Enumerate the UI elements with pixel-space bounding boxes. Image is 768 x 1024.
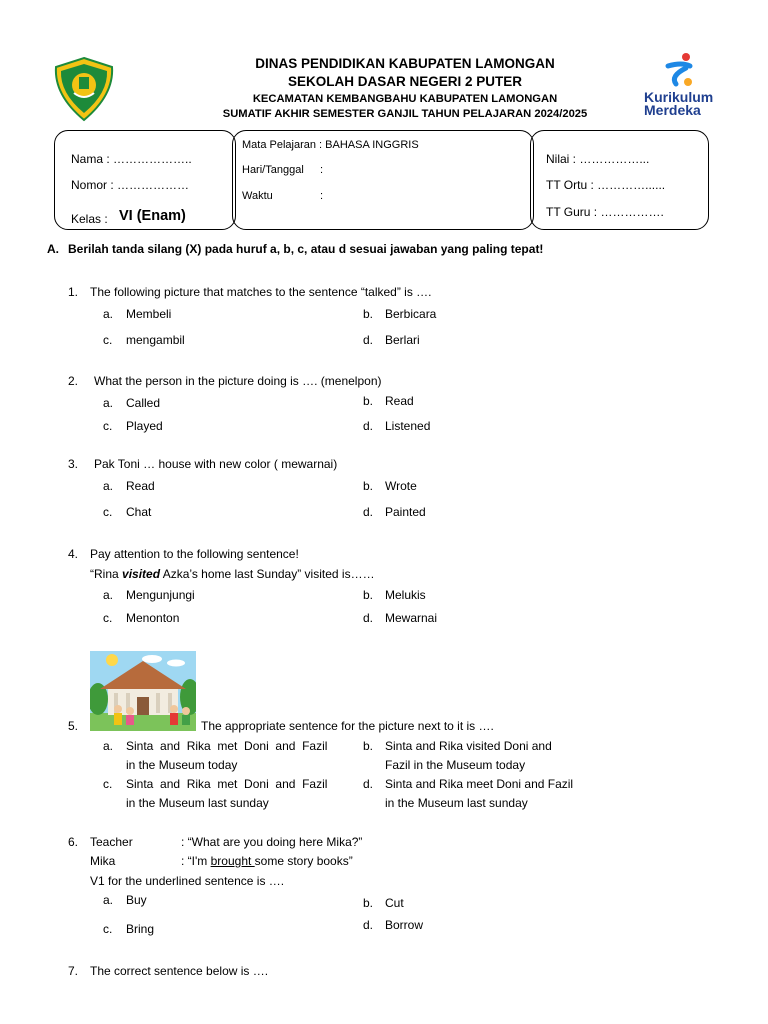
option-text-continued[interactable]: Fazil in the Museum today xyxy=(385,758,526,772)
option-letter[interactable]: c. xyxy=(103,922,113,936)
question-number: 3. xyxy=(68,457,79,471)
question-text: The appropriate sentence for the picture next to it is …. xyxy=(201,719,494,733)
option-letter[interactable]: d. xyxy=(363,333,374,347)
option-letter[interactable]: a. xyxy=(103,479,114,493)
question-number: 4. xyxy=(68,547,79,561)
option-text-continued[interactable]: in the Museum last sunday xyxy=(385,796,528,810)
emphasized-word: visited xyxy=(122,567,161,581)
district-line: KECAMATAN KEMBANGBAHU KABUPATEN LAMONGAN xyxy=(252,93,558,105)
lamongan-emblem-icon xyxy=(50,55,118,123)
nilai-field[interactable]: Nilai : ……………... xyxy=(546,152,650,166)
dialog-speaker: Mika xyxy=(90,854,116,868)
option-text[interactable]: Sinta and Rika visited Doni and xyxy=(385,739,552,753)
option-text[interactable]: Bring xyxy=(126,922,155,936)
option-letter[interactable]: a. xyxy=(103,588,114,602)
underlined-word: brought xyxy=(210,854,255,868)
option-text[interactable]: Chat xyxy=(126,505,152,519)
date-label: Hari/Tanggal xyxy=(242,164,304,176)
question-number: 5. xyxy=(68,719,79,733)
sentence-end: Azka’s home last Sunday” visited is…… xyxy=(160,567,375,581)
dialog-speaker: Teacher xyxy=(90,835,133,849)
option-letter[interactable]: b. xyxy=(363,307,374,321)
sentence-start: “Rina xyxy=(90,567,123,581)
option-letter[interactable]: b. xyxy=(363,588,374,602)
option-text-continued[interactable]: in the Museum today xyxy=(126,758,238,772)
merdeka-label: Merdeka xyxy=(644,102,701,118)
section-instruction: Berilah tanda silang (X) pada huruf a, b, c, atau d sesuai jawaban yang paling tepat! xyxy=(68,242,544,256)
option-letter[interactable]: b. xyxy=(363,479,374,493)
exam-title: SUMATIF AKHIR SEMESTER GANJIL TAHUN PELAJARAN 2024/2025 xyxy=(222,108,588,120)
option-letter[interactable]: c. xyxy=(103,419,113,433)
question-number: 1. xyxy=(68,285,79,299)
option-text[interactable]: Mewarnai xyxy=(385,611,438,625)
option-text[interactable]: Sinta and Rika meet Doni and Fazil xyxy=(385,777,574,791)
option-letter[interactable]: c. xyxy=(103,611,113,625)
option-text[interactable]: Read xyxy=(385,394,414,408)
nomor-field[interactable]: Nomor : ……………… xyxy=(71,178,190,192)
question-text: The correct sentence below is …. xyxy=(90,964,269,978)
kurikulum-merdeka-icon xyxy=(660,52,700,88)
option-text[interactable]: Sinta and Rika met Doni and Fazil xyxy=(126,777,328,791)
question-text: What the person in the picture doing is …. (menelpon) xyxy=(94,374,382,388)
tt-guru-field[interactable]: TT Guru : ……………. xyxy=(546,205,664,219)
question-number: 2. xyxy=(68,374,79,388)
agency-title: DINAS PENDIDIKAN KABUPATEN LAMONGAN xyxy=(255,56,555,71)
school-name: SEKOLAH DASAR NEGERI 2 PUTER xyxy=(287,74,523,89)
option-letter[interactable]: d. xyxy=(363,505,374,519)
option-letter[interactable]: a. xyxy=(103,396,114,410)
dialog-end: some story books” xyxy=(254,854,353,868)
time-label: Waktu xyxy=(242,190,273,202)
option-letter[interactable]: a. xyxy=(103,307,114,321)
date-colon: : xyxy=(320,164,324,176)
option-letter[interactable]: a. xyxy=(103,893,114,907)
option-letter[interactable]: b. xyxy=(363,739,374,753)
option-text[interactable]: Melukis xyxy=(385,588,426,602)
question-text: Pay attention to the following sentence! xyxy=(90,547,299,561)
option-letter[interactable]: d. xyxy=(363,918,374,932)
dialog-line xyxy=(181,854,353,868)
option-letter[interactable]: a. xyxy=(103,739,114,753)
option-text[interactable]: Listened xyxy=(385,419,431,433)
option-text[interactable]: Cut xyxy=(385,896,404,910)
option-text[interactable]: Menonton xyxy=(126,611,180,625)
option-letter[interactable]: b. xyxy=(363,394,374,408)
option-letter[interactable]: c. xyxy=(103,777,113,791)
subject-label: Mata Pelajaran : BAHASA INGGRIS xyxy=(242,139,419,151)
question-text: V1 for the underlined sentence is …. xyxy=(90,874,285,888)
nama-field[interactable]: Nama : ……………….. xyxy=(71,152,192,166)
option-text[interactable]: mengambil xyxy=(126,333,185,347)
tt-ortu-field[interactable]: TT Ortu : …………...... xyxy=(546,178,666,192)
option-letter[interactable]: c. xyxy=(103,505,113,519)
option-letter[interactable]: d. xyxy=(363,611,374,625)
dialog-line: : “What are you doing here Mika?” xyxy=(181,835,363,849)
option-text[interactable]: Borrow xyxy=(385,918,424,932)
option-letter[interactable]: d. xyxy=(363,419,374,433)
option-text[interactable]: Painted xyxy=(385,505,426,519)
option-text[interactable]: Mengunjungi xyxy=(126,588,195,602)
time-colon: : xyxy=(320,190,324,202)
option-text[interactable]: Berbicara xyxy=(385,307,437,321)
option-letter[interactable]: d. xyxy=(363,777,374,791)
section-letter: A. xyxy=(47,242,59,256)
kelas-label: Kelas : xyxy=(71,212,108,226)
option-text[interactable]: Berlari xyxy=(385,333,420,347)
dialog-start: : “I'm xyxy=(181,854,211,868)
question-text: The following picture that matches to the sentence “talked” is …. xyxy=(90,285,432,299)
kurikulum-label: Kurikulum xyxy=(644,89,714,105)
option-text[interactable]: Sinta and Rika met Doni and Fazil xyxy=(126,739,328,753)
option-text[interactable]: Called xyxy=(126,396,161,410)
question-number: 7. xyxy=(68,964,79,978)
question-sentence xyxy=(90,567,375,581)
option-letter[interactable]: b. xyxy=(363,896,374,910)
option-text[interactable]: Wrote xyxy=(385,479,417,493)
kurikulum-merdeka-logo xyxy=(640,52,725,118)
option-text[interactable]: Buy xyxy=(126,893,147,907)
question-number: 6. xyxy=(68,835,79,849)
option-letter[interactable]: c. xyxy=(103,333,113,347)
museum-illustration xyxy=(90,651,196,731)
option-text[interactable]: Membeli xyxy=(126,307,172,321)
option-text-continued[interactable]: in the Museum last sunday xyxy=(126,796,269,810)
option-text[interactable]: Read xyxy=(126,479,155,493)
kelas-value: VI (Enam) xyxy=(119,208,186,224)
option-text[interactable]: Played xyxy=(126,419,163,433)
question-text: Pak Toni … house with new color ( mewarnai) xyxy=(94,457,338,471)
